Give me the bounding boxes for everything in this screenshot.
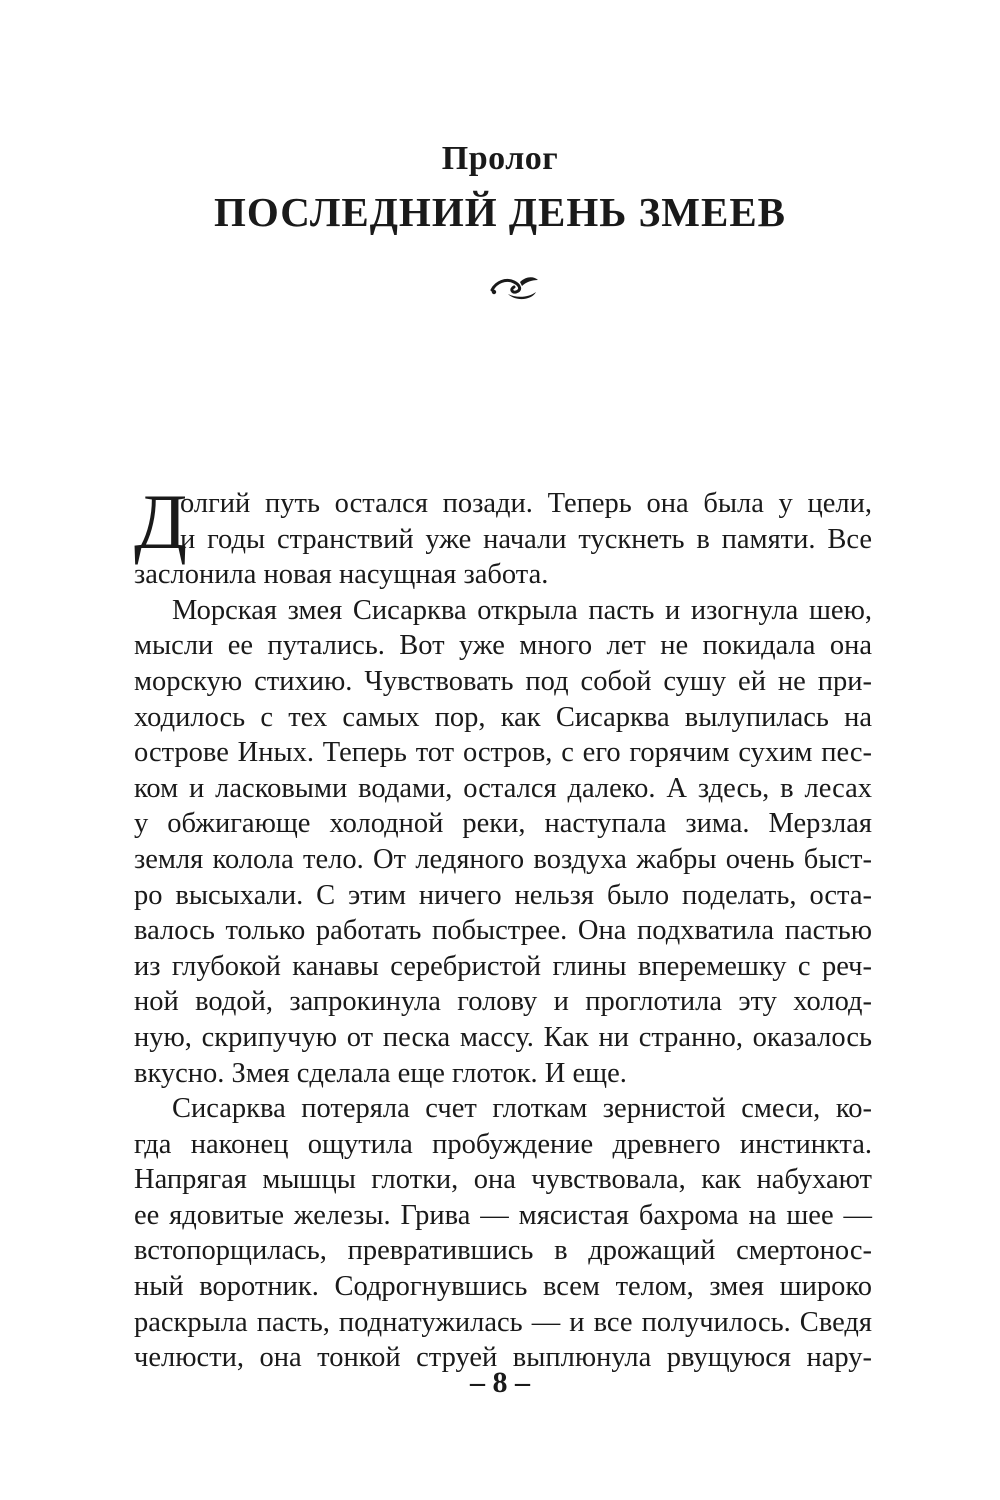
text-line: Напрягая мышцы глотки, она чувствовала, как набухают <box>134 1164 872 1196</box>
text-line: у обжигающе холодной реки, наступала зима. Мерзлая <box>134 808 872 840</box>
text-line: ее ядовитые железы. Грива — мясистая бахрома на шее — <box>134 1199 872 1231</box>
text-line: гда наконец ощутила пробуждение древнего инстинкта. <box>134 1128 872 1160</box>
prologue-text <box>134 478 872 1376</box>
text-line: заслонила новая насущная забота. <box>134 559 549 591</box>
text-line: ную, скрипучую от песка массу. Как ни странно, оказалось <box>134 1021 872 1053</box>
page-number: – 8 – <box>470 1366 530 1399</box>
text-line: валось только работать побыстрее. Она подхватила пастью <box>134 915 872 947</box>
text-line: вкусно. Змея сделала еще глоток. И еще. <box>134 1057 627 1089</box>
text-line: ходилось с тех самых пор, как Сисарква вылупилась на <box>134 701 872 733</box>
text-line: ком и ласковыми водами, остался далеко. А здесь, в лесах <box>134 772 872 804</box>
text-line: Сисарква потеряла счет глоткам зернистой смеси, ко- <box>172 1093 872 1125</box>
text-line: из глубокой канавы серебристой глины вперемешку с реч- <box>134 950 872 982</box>
text-line: челюсти, она тонкой струей выплюнула рвущуюся нару- <box>134 1342 872 1374</box>
chapter-title: ПОСЛЕДНИЙ ДЕНЬ ЗМЕЕВ <box>213 189 787 235</box>
text-line: и годы странствий уже начали тускнеть в памяти. Все <box>180 523 872 555</box>
text-line: морскую стихию. Чувствовать под собой сушу ей не при- <box>134 665 872 697</box>
chapter-label: Пролог <box>441 140 559 177</box>
text-line: раскрыла пасть, поднатужилась — и все получилось. Сведя <box>134 1306 872 1338</box>
text-line: земля колола тело. От ледяного воздуха жабры очень быст- <box>134 843 872 875</box>
text-line: олгий путь остался позади. Теперь она была у цели, <box>180 488 872 519</box>
text-line: встопорщилась, превратившись в дрожащий смертонос- <box>134 1235 872 1267</box>
text-line: Морская змея Сисарква открыла пасть и изогнула шею, <box>172 594 872 626</box>
text-line: ный воротник. Содрогнувшись всем телом, змея широко <box>134 1271 872 1303</box>
text-line: ро высыхали. С этим ничего нельзя было поделать, оста- <box>134 879 872 911</box>
text-line: острове Иных. Теперь тот остров, с его горячим сухим пес- <box>134 737 872 769</box>
text-line: мысли ее путались. Вот уже много лет не покидала она <box>134 630 872 662</box>
drop-cap: Д <box>134 478 188 565</box>
leaf-ornament-icon <box>486 268 542 302</box>
text-line: ной водой, запрокинула голову и проглотила эту холод- <box>134 986 872 1018</box>
